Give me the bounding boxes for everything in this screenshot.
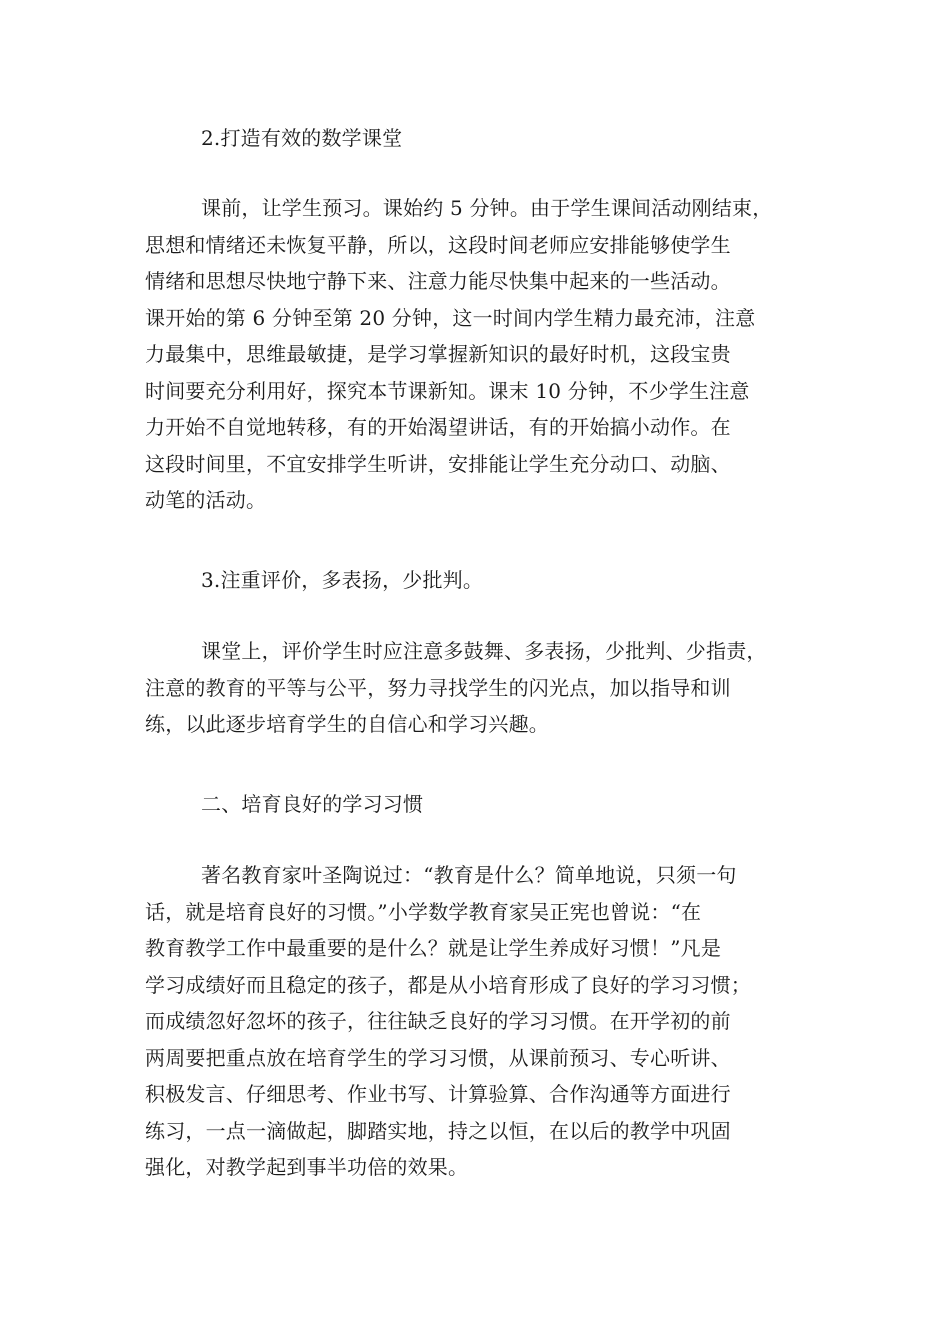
- text-line: 力开始不自觉地转移，有的开始渴望讲话，有的开始搞小动作。在: [145, 415, 731, 439]
- text-line: 3.注重评价，多表扬，少批判。: [201, 568, 484, 592]
- section-heading-habits: [145, 786, 805, 823]
- text-line: 强化，对教学起到事半功倍的效果。: [145, 1155, 469, 1179]
- text-line: 2.打造有效的数学课堂: [201, 126, 403, 150]
- text-line: 两周要把重点放在培育学生的学习习惯，从课前预习、专心听讲、: [145, 1045, 731, 1070]
- text-line: 情绪和思想尽快地宁静下来、注意力能尽快集中起来的一些活动。: [145, 269, 731, 293]
- text-line: 动笔的活动。: [145, 488, 267, 512]
- text-line: 学习成绩好而且稳定的孩子，都是从小培育形成了良好的学习习惯；: [145, 972, 751, 997]
- text-line: 著名教育家叶圣陶说过：“教育是什么？简单地说，只须一句: [201, 863, 737, 887]
- text-line: 课前，让学生预习。课始约 5 分钟。由于学生课间活动刚结束，: [201, 196, 773, 220]
- text-line: 练，以此逐步培育学生的自信心和学习兴趣。: [145, 712, 549, 736]
- paragraph-evaluation: [145, 633, 805, 743]
- text-line: 这段时间里，不宜安排学生听讲，安排能让学生充分动口、动脑、: [145, 451, 731, 476]
- text-line: 思想和情绪还未恢复平静，所以，这段时间老师应安排能够使学生: [145, 232, 731, 257]
- text-line: 课堂上，评价学生时应注意多鼓舞、多表扬，少批判、少指责，: [201, 639, 767, 663]
- text-line: 话，就是培育良好的习惯。”小学数学教育家吴正宪也曾说：“在: [145, 899, 702, 924]
- text-line: 积极发言、仔细思考、作业书写、计算验算、合作沟通等方面进行: [145, 1082, 731, 1106]
- text-line: 力最集中，思维最敏捷，是学习掌握新知识的最好时机，这段宝贵: [145, 342, 731, 366]
- section-heading-2: [145, 120, 805, 157]
- text-line: 而成绩忽好忽坏的孩子，往往缺乏良好的学习习惯。在开学初的前: [145, 1009, 731, 1033]
- text-line: 注意的教育的平等与公平，努力寻找学生的闪光点，加以指导和训: [145, 675, 731, 700]
- paragraph-class-timing: [145, 190, 805, 519]
- text-line: 课开始的第 6 分钟至第 20 分钟，这一时间内学生精力最充沛，注意: [145, 305, 756, 330]
- text-line: 二、培育良好的学习习惯: [201, 792, 424, 816]
- text-line: 时间要充分利用好，探究本节课新知。课末 10 分钟，不少学生注意: [145, 378, 750, 403]
- section-heading-3: [145, 562, 805, 599]
- paragraph-habits: [145, 857, 805, 1186]
- text-line: 练习，一点一滴做起，脚踏实地，持之以恒，在以后的教学中巩固: [145, 1118, 731, 1143]
- text-line: 教育教学工作中最重要的是什么？就是让学生养成好习惯！”凡是: [145, 936, 722, 960]
